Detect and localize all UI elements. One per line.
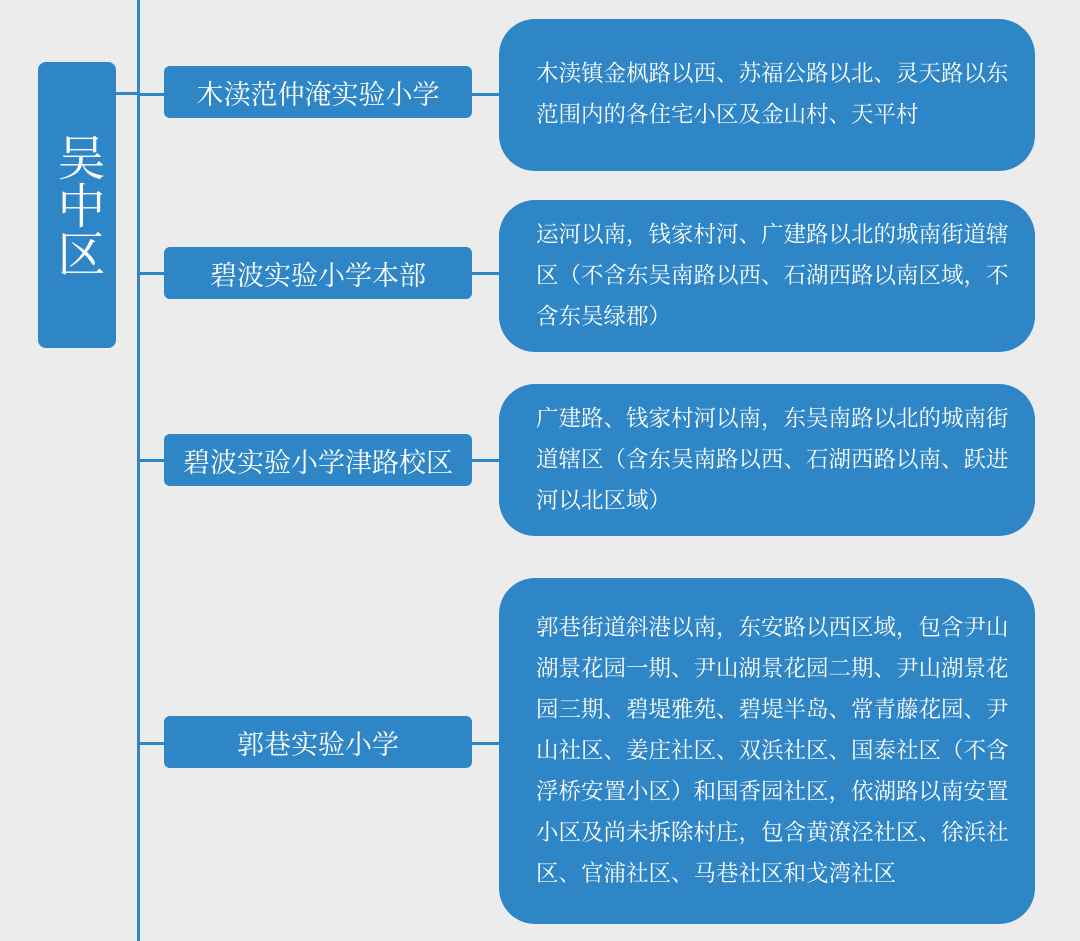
school-name: 木渎范仲淹实验小学 — [196, 79, 440, 111]
school-box-4 — [164, 716, 472, 768]
area-box-4 — [499, 578, 1035, 924]
area-connector-2 — [472, 272, 499, 275]
area-box-3 — [499, 384, 1035, 536]
school-name: 碧波实验小学津路校区 — [183, 447, 453, 479]
school-box-2 — [164, 247, 472, 299]
area-description: 广建路、钱家村河以南，东吴南路以北的城南街道辖区（含东吴南路以西、石湖西路以南、跃进河以北区域） — [536, 405, 1009, 514]
school-box-1 — [164, 66, 472, 118]
school-box-3 — [164, 434, 472, 486]
branch-line-3 — [138, 459, 164, 462]
area-description: 运河以南，钱家村河、广建路以北的城南街道辖区（不含东吴南路以西、石湖西路以南区域，不含东吴绿郡） — [536, 221, 1009, 330]
school-name: 郭巷实验小学 — [237, 729, 399, 761]
branch-line-2 — [138, 272, 164, 275]
area-connector-1 — [472, 93, 499, 96]
district-connector — [116, 92, 138, 95]
area-description: 木渎镇金枫路以西、苏福公路以北、灵天路以东范围内的各住宅小区及金山村、天平村 — [536, 61, 1009, 128]
area-box-1 — [499, 19, 1035, 171]
branch-line-4 — [138, 742, 164, 745]
trunk-line — [137, 0, 140, 941]
district-label: 吴中区 — [49, 133, 105, 277]
branch-line-1 — [138, 93, 164, 96]
area-box-2 — [499, 200, 1035, 352]
area-connector-3 — [472, 459, 499, 462]
school-name: 碧波实验小学本部 — [210, 260, 426, 292]
district-box — [38, 62, 116, 348]
area-connector-4 — [472, 742, 499, 745]
area-description: 郭巷街道斜港以南，东安路以西区域，包含尹山湖景花园一期、尹山湖景花园二期、尹山湖景花园三期、碧堤雅苑、碧堤半岛、常青藤花园、尹山社区、姜庄社区、双浜社区、国泰社区（不含浮桥安置小区）和国香园社区，依湖路以南安置小区及尚未拆除村庄，包含黄潦泾社区、徐浜社区、官浦社区、马巷社区和戈湾社区 — [536, 614, 1009, 887]
